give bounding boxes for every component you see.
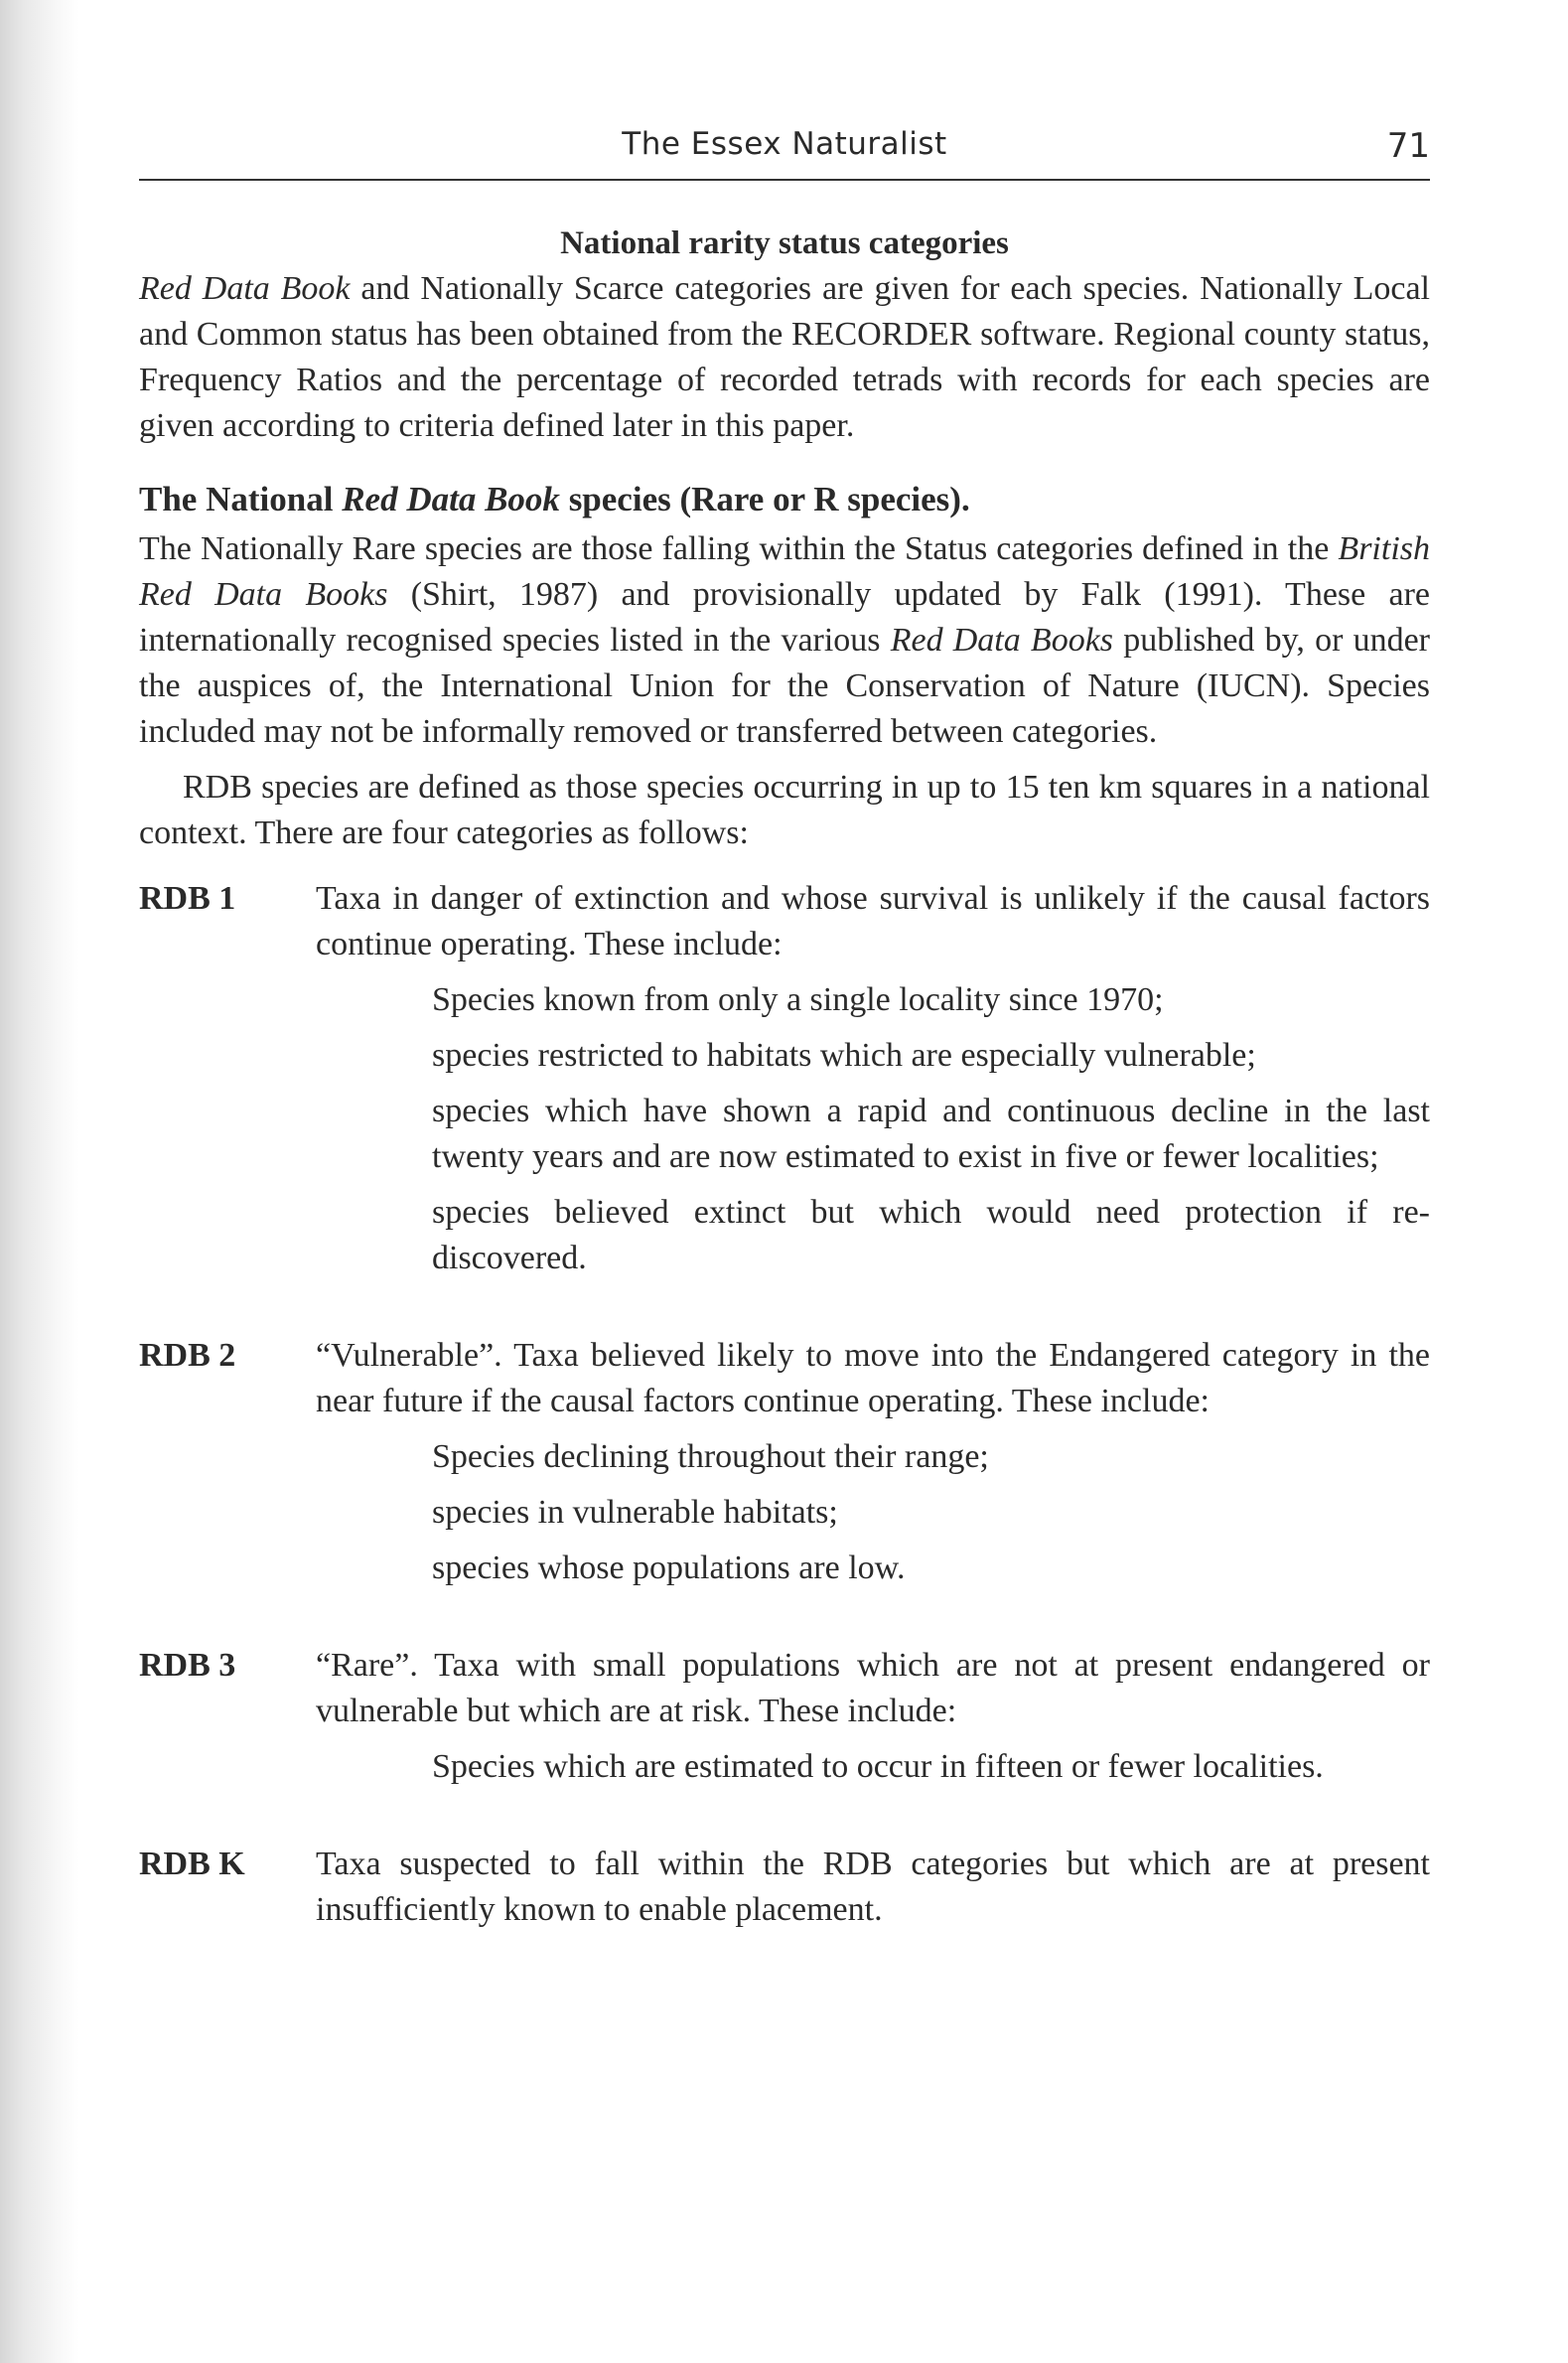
category-code: RDB K xyxy=(139,1846,245,1882)
criterion-item: species which have shown a rapid and continuous decline in the last twenty years and are now estimated to exist in five or fewer localities; xyxy=(432,1093,1430,1175)
section-title: National rarity status categories xyxy=(560,225,1009,261)
category-rdb3 xyxy=(139,1643,1430,1790)
criterion-item: Species declining throughout their range; xyxy=(432,1438,989,1475)
subsection-title-italic: Red Data Book xyxy=(342,480,560,518)
category-description: “Vulnerable”. Taxa believed likely to move into the Endangered category in the near future if the causal factors continue operating. These include: xyxy=(316,1337,1430,1419)
criterion-item: species in vulnerable habitats; xyxy=(432,1494,838,1531)
category-code: RDB 3 xyxy=(139,1647,236,1684)
criterion-item: species whose populations are low. xyxy=(432,1550,906,1586)
category-description: Taxa in danger of extinction and whose survival is unlikely if the causal factors continue operating. These include: xyxy=(316,880,1430,962)
category-code: RDB 1 xyxy=(139,880,236,917)
category-rdb1 xyxy=(139,876,1430,1281)
para1-italic1: British Red Data Books xyxy=(139,530,1430,613)
intro-text: and Nationally Scarce categories are given for each species. Nationally Local and Common status has been obtained from the RECORDER software. Regional county status, Frequency Ratios and the percentage of recorded tetrads with records for each species are given according to criteria defined later in this paper. xyxy=(139,270,1431,444)
para1-text1: The Nationally Rare species are those falling within the Status categories defined in the xyxy=(139,530,1339,567)
header-rule xyxy=(139,179,1430,181)
document-page xyxy=(139,0,1430,2363)
category-rdbk xyxy=(139,1842,1430,1933)
intro-italic: Red Data Book xyxy=(139,270,351,307)
journal-title: The Essex Naturalist xyxy=(622,126,947,162)
para1-text2: (Shirt, 1987) and provisionally updated by Falk (1991). These are internationally recognised species listed in the various xyxy=(139,576,1430,659)
rdb-definition-paragraph: RDB species are defined as those species occurring in up to 15 ten km squares in a national context. There are four categories as follows: xyxy=(139,769,1430,851)
body-text xyxy=(139,221,1430,1933)
subsection-title-pre: The National xyxy=(139,480,343,518)
subsection-title-post: species (Rare or R species). xyxy=(559,480,970,518)
criterion-item: species believed extinct but which would need protection if re-discovered. xyxy=(432,1194,1430,1276)
category-description: “Rare”. Taxa with small populations which are not at present endangered or vulnerable but which are at risk. These include: xyxy=(316,1647,1430,1729)
intro-paragraph xyxy=(139,266,1430,449)
criterion-item: Species which are estimated to occur in fifteen or fewer localities. xyxy=(432,1748,1324,1785)
criterion-item: Species known from only a single locality since 1970; xyxy=(432,981,1164,1018)
subsection-title xyxy=(139,477,1430,522)
page-edge-shadow xyxy=(0,0,79,2363)
para1-text3: published by, or under the auspices of, the International Union for the Conservation of Nature (IUCN). Species included may not be informally removed or transferred between categories. xyxy=(139,622,1430,750)
category-description: Taxa suspected to fall within the RDB categories but which are at present insufficiently known to enable placement. xyxy=(316,1846,1430,1928)
category-code: RDB 2 xyxy=(139,1337,236,1374)
para1-italic2: Red Data Books xyxy=(890,622,1114,659)
rare-species-paragraph xyxy=(139,526,1430,755)
category-rdb2 xyxy=(139,1333,1430,1591)
running-header xyxy=(139,126,1430,176)
criterion-item: species restricted to habitats which are especially vulnerable; xyxy=(432,1037,1256,1074)
page-number: 71 xyxy=(1386,126,1430,166)
